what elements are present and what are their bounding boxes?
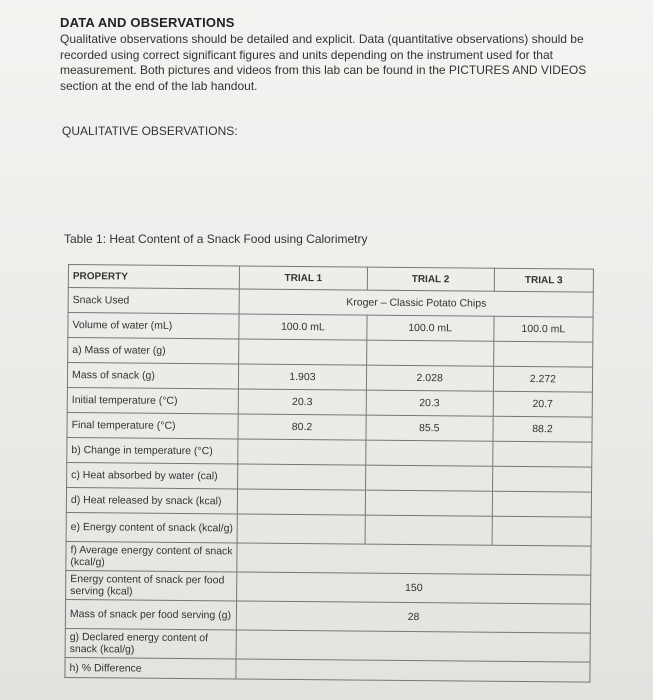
row-label: Volume of water (mL) <box>68 313 240 339</box>
row-label: h) % Difference <box>65 657 236 678</box>
trial-3-cell <box>492 491 591 517</box>
row-label: Initial temperature (°C) <box>67 387 239 413</box>
trial-2-cell <box>366 340 493 366</box>
trial-2-cell: 20.3 <box>366 390 493 416</box>
row-label: d) Heat released by snack (kcal) <box>66 487 238 513</box>
heat-content-table <box>64 264 594 683</box>
trial-2-cell <box>365 515 492 545</box>
intro-paragraph: Qualitative observations should be detailed and explicit. Data (quantitative observations) should be recorded using correct significant figures and units depending on the instrument used for that measurement. Both pictures and videos from this lab can be found in the PICTURES AND VIDEOS section at the end of the lab handout. <box>60 32 587 93</box>
trial-2-cell: 100.0 mL <box>366 315 493 341</box>
trial-2-cell <box>365 440 492 466</box>
header-property: PROPERTY <box>68 265 240 289</box>
trial-3-cell <box>493 341 592 367</box>
row-label: g) Declared energy content of snack (kcal/g) <box>65 628 237 658</box>
merged-cell <box>237 543 591 575</box>
merged-cell: 28 <box>237 601 591 633</box>
row-label: e) Energy content of snack (kcal/g) <box>66 512 238 542</box>
table-row <box>66 512 591 546</box>
trial-1-cell <box>237 514 364 544</box>
trial-2-cell: 85.5 <box>366 415 493 441</box>
table-row <box>66 570 591 604</box>
merged-cell <box>236 630 590 662</box>
trial-1-cell: 80.2 <box>238 414 365 440</box>
row-label: Energy content of snack per food serving (kcal) <box>66 570 238 600</box>
trial-1-cell: 1.903 <box>239 364 366 390</box>
merged-cell: Kroger – Classic Potato Chips <box>239 289 593 317</box>
trial-1-cell <box>238 464 365 490</box>
header-trial-3: TRIAL 3 <box>494 268 593 292</box>
merged-cell <box>236 659 590 682</box>
row-label: Mass of snack (g) <box>67 363 239 389</box>
trial-2-cell <box>365 465 492 491</box>
trial-2-cell <box>365 490 492 516</box>
trial-3-cell <box>492 516 591 546</box>
row-label: b) Change in temperature (°C) <box>67 437 239 463</box>
row-label: Final temperature (°C) <box>67 412 239 438</box>
trial-3-cell: 100.0 mL <box>494 316 593 342</box>
header-trial-1: TRIAL 1 <box>240 266 367 290</box>
trial-2-cell: 2.028 <box>366 365 493 391</box>
table-caption: Table 1: Heat Content of a Snack Food using Calorimetry <box>64 232 368 246</box>
trial-1-cell <box>239 339 366 365</box>
trial-3-cell: 2.272 <box>493 366 592 392</box>
merged-cell: 150 <box>237 572 591 604</box>
trial-1-cell: 20.3 <box>239 389 366 415</box>
table-row <box>65 599 590 633</box>
row-label: a) Mass of water (g) <box>68 338 240 364</box>
section-heading: DATA AND OBSERVATIONS <box>60 15 235 30</box>
trial-3-cell <box>493 441 592 467</box>
trial-3-cell <box>492 466 591 492</box>
row-label: Mass of snack per food serving (g) <box>65 599 237 629</box>
trial-1-cell: 100.0 mL <box>239 314 366 340</box>
row-label: f) Average energy content of snack (kcal/g) <box>66 541 238 571</box>
table-row <box>65 628 590 662</box>
qualitative-observations-label: QUALITATIVE OBSERVATIONS: <box>62 124 238 138</box>
trial-1-cell <box>238 439 365 465</box>
table-row <box>66 541 591 575</box>
row-label: c) Heat absorbed by water (cal) <box>67 462 239 488</box>
trial-3-cell: 88.2 <box>493 416 592 442</box>
table-row <box>65 657 590 682</box>
trial-1-cell <box>238 489 365 515</box>
header-trial-2: TRIAL 2 <box>367 267 494 291</box>
row-label: Snack Used <box>68 288 240 314</box>
trial-3-cell: 20.7 <box>493 391 592 417</box>
